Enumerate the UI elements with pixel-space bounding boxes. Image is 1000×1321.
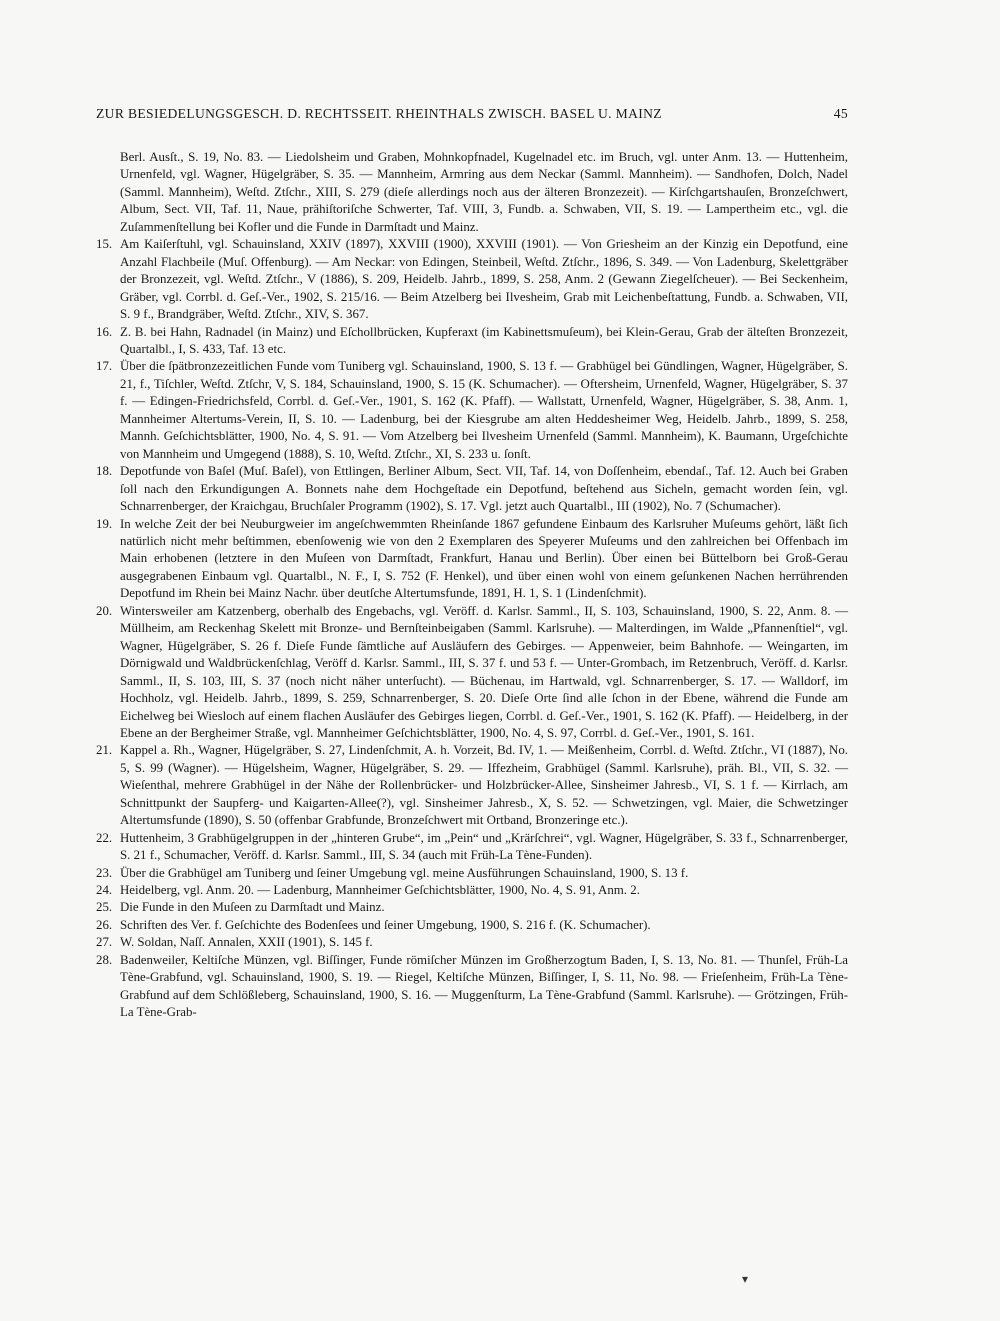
- endnote: [96, 358, 848, 463]
- endnote-text: Am Kaiſerſtuhl, vgl. Schauinsland, XXIV (1897), XXVIII (1900), XXVIII (1901). — Von Griesheim an der Kinzig ein Depotfund, eine Anzahl Flachbeile (Muſ. Offenburg). — Am Neckar: von Edingen, Steinbeil, Weſtd. Ztſchr., 1896, S. 349. — Von Ladenburg, Skelettgräber der Bronzezeit, vgl. Weſtd. Ztſchr., V (1886), S. 209, Heidelb. Jahrb., 1899, S. 258, Anm. 2 (Gewann Ziegelſcheuer). — Bei Seckenheim, Gräber, vgl. Corrbl. d. Geſ.-Ver., 1902, S. 215/16. — Beim Atzelberg bei Ilvesheim, Grab mit Leichenbeſtattung, Fundb. a. Schwaben, VII, S. 9 f., Brandgräber, Weſtd. Ztſchr., XIV, S. 367.: [120, 237, 848, 322]
- endnote-text: Kappel a. Rh., Wagner, Hügelgräber, S. 27, Lindenſchmit, A. h. Vorzeit, Bd. IV, 1. — Meißenheim, Corrbl. d. Weſtd. Ztſchr., VI (1887), No. 5, S. 99 (Wagner). — Hügelsheim, Wagner, Hügelgräber, S. 29. — Iffezheim, Grabhügel (Samml. Karlsruhe), präh. Bl., VII, S. 32. — Wieſenthal, mehrere Grabhügel in der Nähe der Rollenbrücker- und Holzbrücker-Allee, Sinsheimer Jahresb., VI, S. 1 f. — Kirrlach, am Schnittpunkt der Saupferg- und Kaigarten-Allee(?), vgl. Sinsheimer Jahresb., X, S. 52. — Schwetzingen, vgl. Maier, die Schwetzinger Altertumsfunde (1890), S. 50 (offenbar Grabfunde, Bronzeſchwert mit Ortband, Bronzeringe etc.).: [120, 743, 848, 828]
- endnote-number: 23.: [96, 865, 113, 880]
- endnote: [96, 516, 848, 603]
- endnote: [96, 603, 848, 743]
- endnote-number: 28.: [96, 952, 113, 967]
- endnote-text: Depotfunde von Baſel (Muſ. Baſel), von Ettlingen, Berliner Album, Sect. VII, Taf. 14, von Doſſenheim, ebendaſ., Taf. 12. Auch bei Graben ſoll nach den Erkundigungen A. Bonnets nahe dem Hochgeſtade ein Depotfund, beſtehend aus Sicheln, gemacht worden ſein, vgl. Schnarrenberger, der Kraichgau, Bruchſaler Programm (1902), S. 17. Vgl. jetzt auch Quartalbl., III (1902), No. 7 (Schumacher).: [120, 464, 848, 514]
- endnote-text: Heidelberg, vgl. Anm. 20. — Ladenburg, Mannheimer Geſchichtsblätter, 1900, No. 4, S. 91, Anm. 2.: [120, 883, 640, 898]
- endnote-number: 18.: [96, 464, 113, 479]
- endnote-number: 21.: [96, 743, 113, 758]
- endnote-number: 22.: [96, 830, 113, 845]
- endnote: [96, 830, 848, 865]
- endnote-text: Huttenheim, 3 Grabhügelgruppen in der „hinteren Grube“, im „Pein“ und „Krärſchrei“, vgl. Wagner, Hügelgräber, S. 33 f., Schnarrenberger, S. 21 f., Schumacher, Veröff. d. Karlsr. Samml., III, S. 34 (auch mit Früh-La Tène-Funden).: [120, 830, 848, 863]
- endnote: [96, 324, 848, 359]
- endnote-text: Badenweiler, Keltiſche Münzen, vgl. Biſſinger, Funde römiſcher Münzen im Großherzogtum Baden, I, S. 13, No. 81. — Thunſel, Früh-La Tène-Grabfund, vgl. Schauinsland, 1900, S. 19. — Riegel, Keltiſche Münzen, Biſſinger, I, S. 11, No. 98. — Frieſenheim, Früh-La Tène-Grabfund auf dem Schlößleberg, Schauinsland, 1900, S. 16. — Muggenſturm, La Tène-Grabfund (Samml. Karlsruhe). — Grötzingen, Früh-La Tène-Grab-: [120, 952, 848, 1020]
- endnote-number: 20.: [96, 603, 113, 618]
- endnote: [96, 899, 848, 916]
- endnote-text: Die Funde in den Muſeen zu Darmſtadt und Mainz.: [120, 900, 385, 915]
- running-head-title: ZUR BESIEDELUNGSGESCH. D. RECHTSSEIT. RHEINTHALS ZWISCH. BASEL U. MAINZ: [96, 106, 662, 121]
- endnote-text: Über die Grabhügel am Tuniberg und ſeiner Umgebung vgl. meine Ausführungen Schauinsland, 1900, S. 13 f.: [120, 865, 689, 880]
- endnote-text: Z. B. bei Hahn, Radnadel (in Mainz) und Eſchollbrücken, Kupferaxt (im Kabinettsmuſeum), bei Klein-Gerau, Grab der älteſten Bronzezeit, Quartalbl., I, S. 433, Taf. 13 etc.: [120, 324, 848, 356]
- endnote-number: 27.: [96, 935, 113, 950]
- endnote-text: Über die ſpätbronzezeitlichen Funde vom Tuniberg vgl. Schauinsland, 1900, S. 13 f. — Grabhügel bei Gündlingen, Wagner, Hügelgräber, S. 21, f., Tiſchler, Weſtd. Ztſchr, V, S. 184, Schauinsland, 1900, S. 15 (K. Schumacher). — Oftersheim, Urnenfeld, Wagner, Hügelgräber, S. 37 f. — Edingen-Friedrichsfeld, Corrbl. d. Geſ.-Ver., 1901, S. 162 (K. Pfaff). — Wallstatt, Urnenfeld, Wagner, Hügelgräber, S. 38, Anm. 1, Mannheimer Altertums-Verein, II, S. 10. — Ladenburg, bei der Kiesgrube am alten Heddesheimer Weg, Heidelb. Jahrb., 1899, S. 258, Mannh. Geſchichtsblätter, 1900, No. 4, S. 91. — Vom Atzelberg bei Ilvesheim Urnenfeld (Samml. Mannheim), K. Baumann, Urgeſchichte von Mannheim und Umgegend (1888), S. 10, Weſtd. Ztſchr., XI, S. 233 u. ſonſt.: [120, 359, 848, 461]
- endnote: [96, 463, 848, 515]
- endnote: [96, 236, 848, 323]
- running-head: [96, 106, 848, 122]
- endnote-text: In welche Zeit der bei Neuburgweier im angeſchwemmten Rheinſande 1867 gefundene Einbaum des Karlsruher Muſeums gehört, läßt ſich natürlich nicht mehr beſtimmen, ebenſowenig wie von den 2 Exemplaren des Speyerer Muſeums und den zahlreichen bei Offenbach im Main erhobenen (letztere in den Muſeen von Darmſtadt, Frankfurt, Hanau und Berlin). Über einen bei Büttelborn bei Groß-Gerau ausgegrabenen Einbaum vgl. Quartalbl., N. F., I, S. 752 (F. Henkel), und über einen wohl von einem geſunkenen Nachen herrührenden Depotfund im Rhein bei Mainz Nachr. über deutſche Altertumsfunde, 1891, H. 1, S. 1 (Lindenſchmit).: [120, 516, 848, 601]
- endnote-number: 19.: [96, 516, 113, 531]
- endnote-number: 17.: [96, 359, 113, 374]
- endnote-text: Wintersweiler am Katzenberg, oberhalb des Engebachs, vgl. Veröff. d. Karlsr. Samml., II, S. 103, Schauinsland, 1900, S. 22, Anm. 8. — Müllheim, am Reckenhag Skelett mit Bronze- und Bernſteinbeigaben (Samml. Karlsruhe). — Malterdingen, im Walde „Pfannenſtiel“, vgl. Wagner, Hügelgräber, S. 26 f. Dieſe Funde ſämtliche auf Ausläufern des Gebirges. — Appenweier, beim Bahnhofe. — Weingarten, im Dörnigwald und Waldbrückenſchlag, Veröff d. Karlsr. Samml., III, S. 37 f. und 53 f. — Unter-Grombach, im Retzenbruch, Veröff. d. Karlsr. Samml., II, S. 103, III, S. 37 (noch nicht näher unterſucht). — Büchenau, im Hartwald, vgl. Schnarrenberger, S. 17. — Walldorf, im Hochholz, vgl. Heidelb. Jahrb., 1899, S. 259, Schnarrenberger, S. 20. Dieſe Orte ſind alle ſchon in der Ebene, während die Funde am Eichelweg bei Wiesloch auf einem flachen Ausläufer des Gebirges liegen, Corrbl. d. Geſ.-Ver., 1901, S. 162 (K. Pfaff). — Heidelberg, in der Ebene an der Bergheimer Straße, vgl. Mannheimer Geſchichtsblätter, 1900, No. 4, S. 97, Corrbl. d. Geſ.-Ver., 1901, S. 161.: [120, 603, 848, 740]
- endnote: [96, 917, 848, 934]
- endnote: [96, 742, 848, 829]
- printer-mark: ▾: [742, 1272, 749, 1286]
- endnote-text: Berl. Ausſt., S. 19, No. 83. — Liedolsheim und Graben, Mohnkopfnadel, Kugelnadel etc. im Bruch, vgl. unter Anm. 13. — Huttenheim, Urnenfeld, vgl. Wagner, Hügelgräber, S. 35. — Mannheim, Armring aus dem Neckar (Samml. Mannheim). — Sandhofen, Dolch, Nadel (Samml. Mannheim), Weſtd. Ztſchr., XIII, S. 279 (dieſe allerdings noch aus der älteren Bronzezeit). — Kirſchgartshauſen, Bronzeſchwert, Album, Sect. VII, Taf. 11, Naue, prähiſtoriſche Schwerter, Taf. VIII, 3, Fundb. a. Schwaben, VII, S. 19. — Lampertheim etc., vgl. die Zuſammenſtellung bei Kofler und die Funde in Darmſtadt und Mainz.: [120, 150, 848, 234]
- endnote-number: 26.: [96, 917, 113, 932]
- endnotes: [96, 149, 848, 1022]
- endnote-number: 16.: [96, 324, 113, 339]
- endnote: [96, 865, 848, 882]
- endnote-number: 24.: [96, 883, 113, 898]
- endnote-continuation: [96, 149, 848, 236]
- endnote-number: 15.: [96, 237, 113, 252]
- endnote: [96, 952, 848, 1022]
- endnote-text: Schriften des Ver. f. Geſchichte des Bodenſees und ſeiner Umgebung, 1900, S. 216 f. (K. Schumacher).: [120, 917, 651, 932]
- endnote: [96, 934, 848, 951]
- endnote-text: W. Soldan, Naſſ. Annalen, XXII (1901), S. 145 f.: [120, 935, 373, 950]
- page-number: 45: [833, 106, 848, 121]
- endnote-number: 25.: [96, 900, 113, 915]
- endnote: [96, 882, 848, 899]
